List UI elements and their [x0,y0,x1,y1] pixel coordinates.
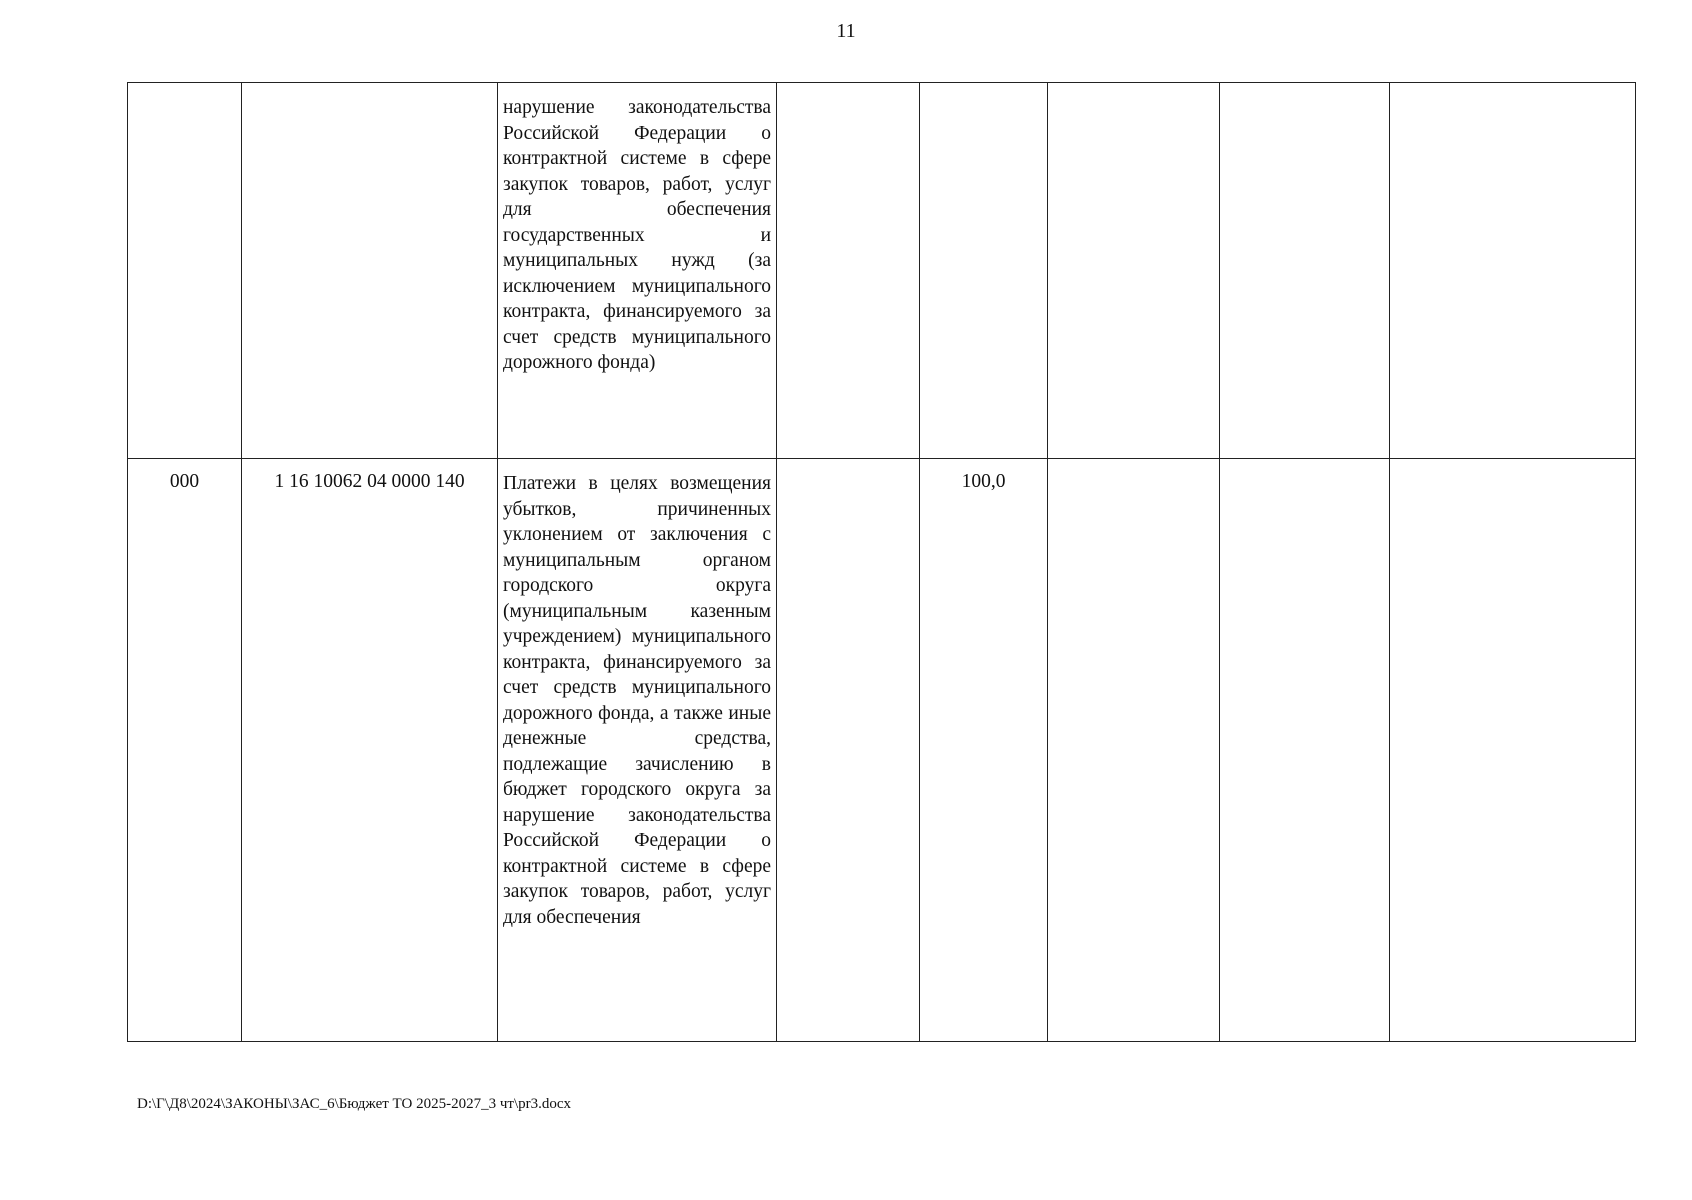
budget-code-cell: 1 16 10062 04 0000 140 [242,459,498,1042]
budget-code-cell [242,83,498,459]
amount-cell: 100,0 [920,459,1048,1042]
document-file-path: D:\Г\Д8\2024\ЗАКОНЫ\ЗАС_6\Бюджет ТО 2025-2027_3 чт\pr3.docx [137,1096,572,1112]
income-name-cell: нарушение законодательства Российской Федерации о контрактной системе в сфере закупок товаров, работ, услуг для обеспечения государственных и муниципальных нужд (за исключением муниципального контракта, финансируемого за счет средств муниципального дорожного фонда) [498,83,777,459]
amount-cell [1048,83,1220,459]
amount-cell [920,83,1048,459]
income-name-cell: Платежи в целях возмещения убытков, причиненных уклонением от заключения с муниципальным органом городского округа (муниципальным казенным учреждением) муниципального контракта, финансируемого за счет средств муниципального дорожного фонда, а также иные денежные средства, подлежащие зачислению в бюджет городского округа за нарушение законодательства Российской Федерации о контрактной системе в сфере закупок товаров, работ, услуг для обеспечения [498,459,777,1042]
table-row [128,459,1636,1042]
amount-cell [777,459,920,1042]
amount-cell [1048,459,1220,1042]
admin-code-cell [128,83,242,459]
amount-cell [1220,83,1390,459]
amount-cell [1390,83,1636,459]
amount-cell [1220,459,1390,1042]
budget-revenue-table [127,82,1636,1042]
table-row [128,83,1636,459]
page-number: 11 [836,20,856,42]
amount-cell [1390,459,1636,1042]
amount-cell [777,83,920,459]
admin-code-cell: 000 [128,459,242,1042]
